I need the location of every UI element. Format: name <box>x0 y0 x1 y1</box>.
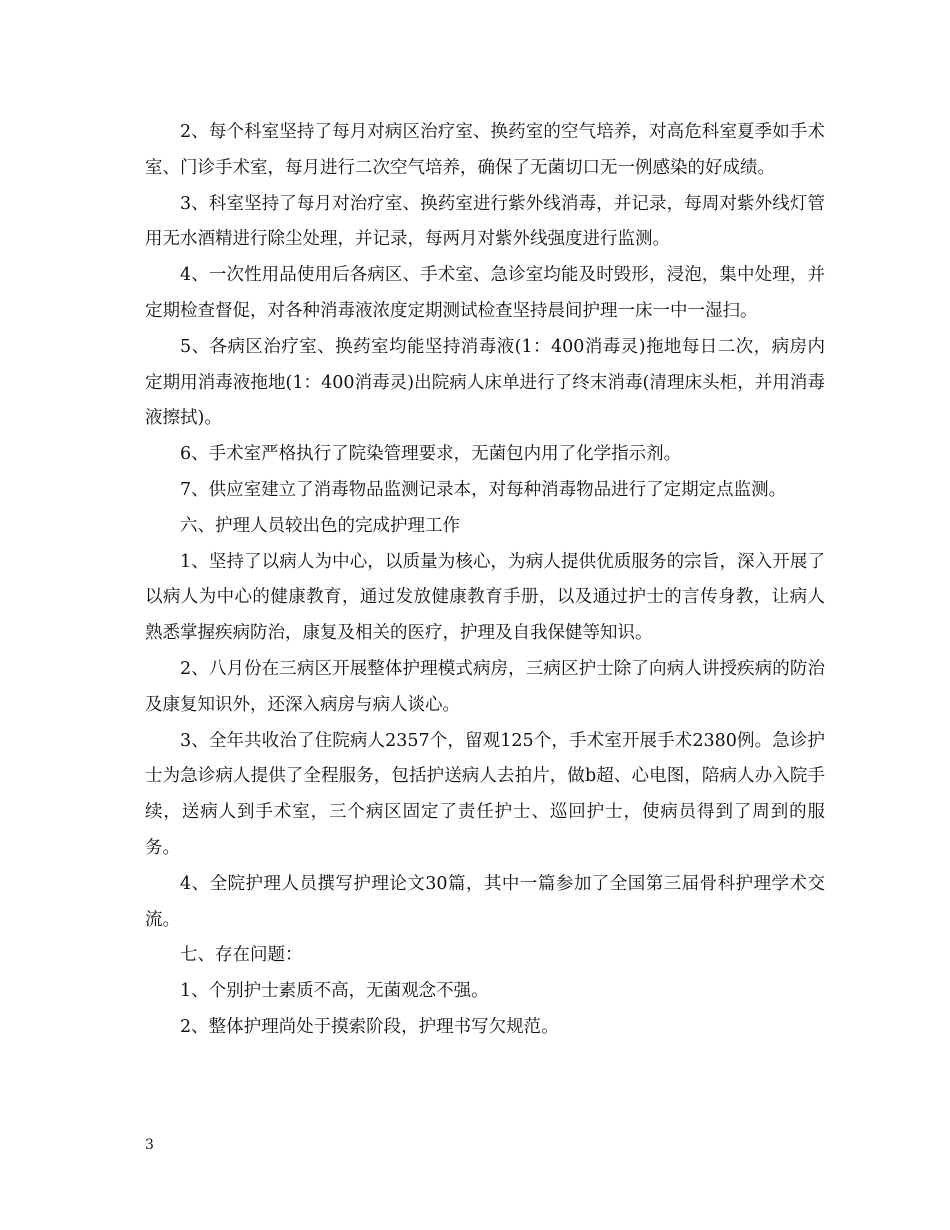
section-heading-existing-problems: 七、存在问题： <box>180 945 303 966</box>
paragraph-item-3-uv-disinfection: 3、科室坚持了每月对治疗室、换药室进行紫外线消毒，并记录，每周对紫外线灯管用无水酒精进行除尘处理，并记录，每两月对紫外线强度进行监测。 <box>145 193 825 250</box>
problem-item-2: 2、整体护理尚处于摸索阶段，护理书写欠规范。 <box>180 1016 559 1037</box>
paragraph-item-5-floor-disinfection: 5、各病区治疗室、换药室均能坚持消毒液(1：400消毒灵)拖地每日二次，病房内定期用消毒液拖地(1：400消毒灵)出院病人床单进行了终末消毒(清理床头柜，并用消毒液擦拭)。 <box>145 336 825 429</box>
paragraph-item-4-disposables: 4、一次性用品使用后各病区、手术室、急诊室均能及时毁形，浸泡，集中处理，并定期检查督促，对各种消毒液浓度定期测试检查坚持晨间护理一床一中一湿扫。 <box>145 265 825 321</box>
paragraph-item-2-air-culture: 2、每个科室坚持了每月对病区治疗室、换药室的空气培养，对高危科室夏季如手术室、门诊手术室，每月进行二次空气培养，确保了无菌切口无一例感染的好成绩。 <box>145 122 825 178</box>
paragraph-item-4-nursing-papers: 4、全院护理人员撰写护理论文30篇，其中一篇参加了全国第三届骨科护理学术交流。 <box>145 873 825 930</box>
paragraph-item-1-health-education: 1、坚持了以病人为中心，以质量为核心，为病人提供优质服务的宗旨，深入开展了以病人为中心的健康教育，通过发放健康教育手册，以及通过护士的言传身教，让病人熟悉掌握疾病防治，康复及相关的医疗，护理及自我保健等知识。 <box>145 551 825 644</box>
problem-item-1: 1、个别护士素质不高，无菌观念不强。 <box>180 981 489 1002</box>
paragraph-item-2-holistic-care: 2、八月份在三病区开展整体护理模式病房，三病区护士除了向病人讲授疾病的防治及康复知识外，还深入病房与病人谈心。 <box>145 658 825 715</box>
section-heading-nursing-work: 六、护理人员较出色的完成护理工作 <box>180 515 460 536</box>
page-number: 3 <box>145 1137 154 1153</box>
paragraph-item-6-operating-room: 6、手术室严格执行了院染管理要求，无菌包内用了化学指示剂。 <box>180 444 682 465</box>
document-body <box>145 115 825 1046</box>
paragraph-item-3-annual-statistics: 3、全年共收治了住院病人2357个，留观125个，手术室开展手术2380例。急诊护士为急诊病人提供了全程服务，包括护送病人去拍片，做b超、心电图，陪病人办入院手续，送病人到手术室，三个病区固定了责任护士、巡回护士，使病员得到了周到的服务。 <box>145 730 825 858</box>
paragraph-item-7-supply-room: 7、供应室建立了消毒物品监测记录本，对每种消毒物品进行了定期定点监测。 <box>180 479 787 500</box>
